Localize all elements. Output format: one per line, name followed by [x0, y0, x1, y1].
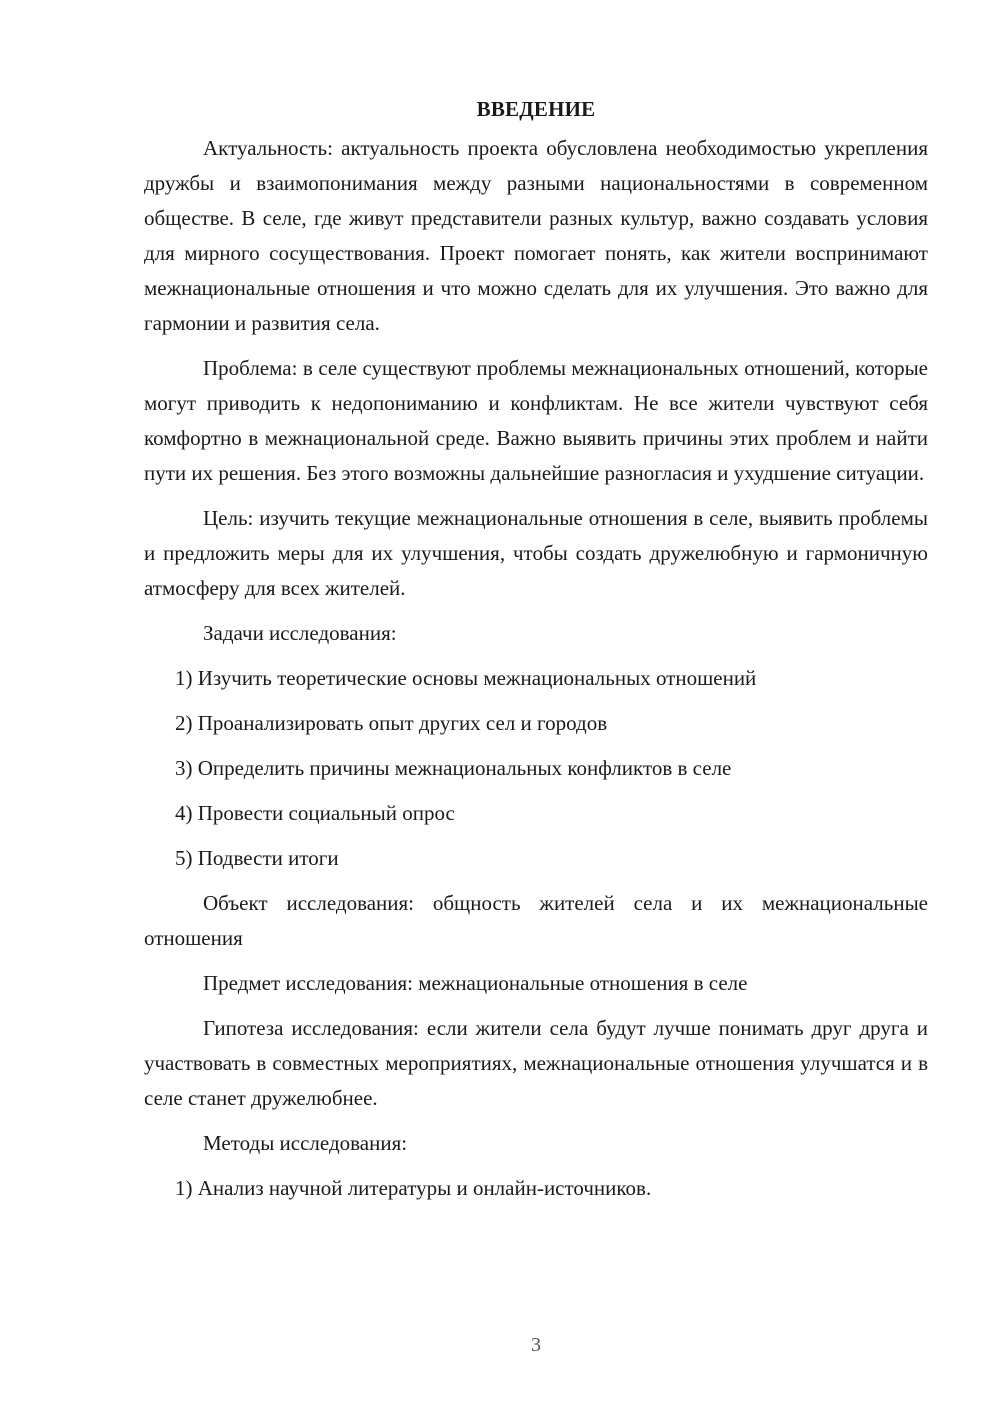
subject-paragraph: Предмет исследования: межнациональные отношения в селе: [203, 971, 748, 995]
methods-title: Методы исследования:: [203, 1131, 408, 1155]
document-page: [144, 92, 928, 1216]
section-heading: ВВЕДЕНИЕ: [476, 97, 596, 121]
method-item-1: 1) Анализ научной литературы и онлайн-источников.: [175, 1176, 652, 1200]
task-item-4: 4) Провести социальный опрос: [175, 801, 455, 825]
tasks-list: [144, 661, 928, 876]
task-item-2: 2) Проанализировать опыт других сел и городов: [175, 711, 608, 735]
page-number: 3: [531, 1334, 541, 1356]
problem-paragraph: Проблема: в селе существуют проблемы межнациональных отношений, которые могут приводить к недопониманию и конфликтам. Не все жители чувствуют себя комфортно в межнациональной среде. Важно выявить причины этих проблем и найти пути их решения. Без этого возможны дальнейшие разногласия и ухудшение ситуации.: [144, 356, 928, 485]
task-item-1: 1) Изучить теоретические основы межнациональных отношений: [175, 666, 757, 690]
hypothesis-paragraph: Гипотеза исследования: если жители села будут лучше понимать друг друга и участвовать в совместных мероприятиях, межнациональные отношения улучшатся и в селе станет дружелюбнее.: [144, 1016, 928, 1110]
task-item-5: 5) Подвести итоги: [175, 846, 339, 870]
goal-paragraph: Цель: изучить текущие межнациональные отношения в селе, выявить проблемы и предложить меры для их улучшения, чтобы создать дружелюбную и гармоничную атмосферу для всех жителей.: [144, 506, 928, 600]
tasks-title: Задачи исследования:: [203, 621, 397, 645]
methods-list: [144, 1171, 928, 1206]
relevance-paragraph: Актуальность: актуальность проекта обусловлена необходимостью укрепления дружбы и взаимопонимания между разными национальностями в современном обществе. В селе, где живут представители разных культур, важно создавать условия для мирного сосуществования. Проект помогает понять, как жители воспринимают межнациональные отношения и что можно сделать для их улучшения. Это важно для гармонии и развития села.: [144, 136, 928, 335]
object-paragraph: Объект исследования: общность жителей села и их межнациональные отношения: [144, 891, 928, 950]
task-item-3: 3) Определить причины межнациональных конфликтов в селе: [175, 756, 732, 780]
